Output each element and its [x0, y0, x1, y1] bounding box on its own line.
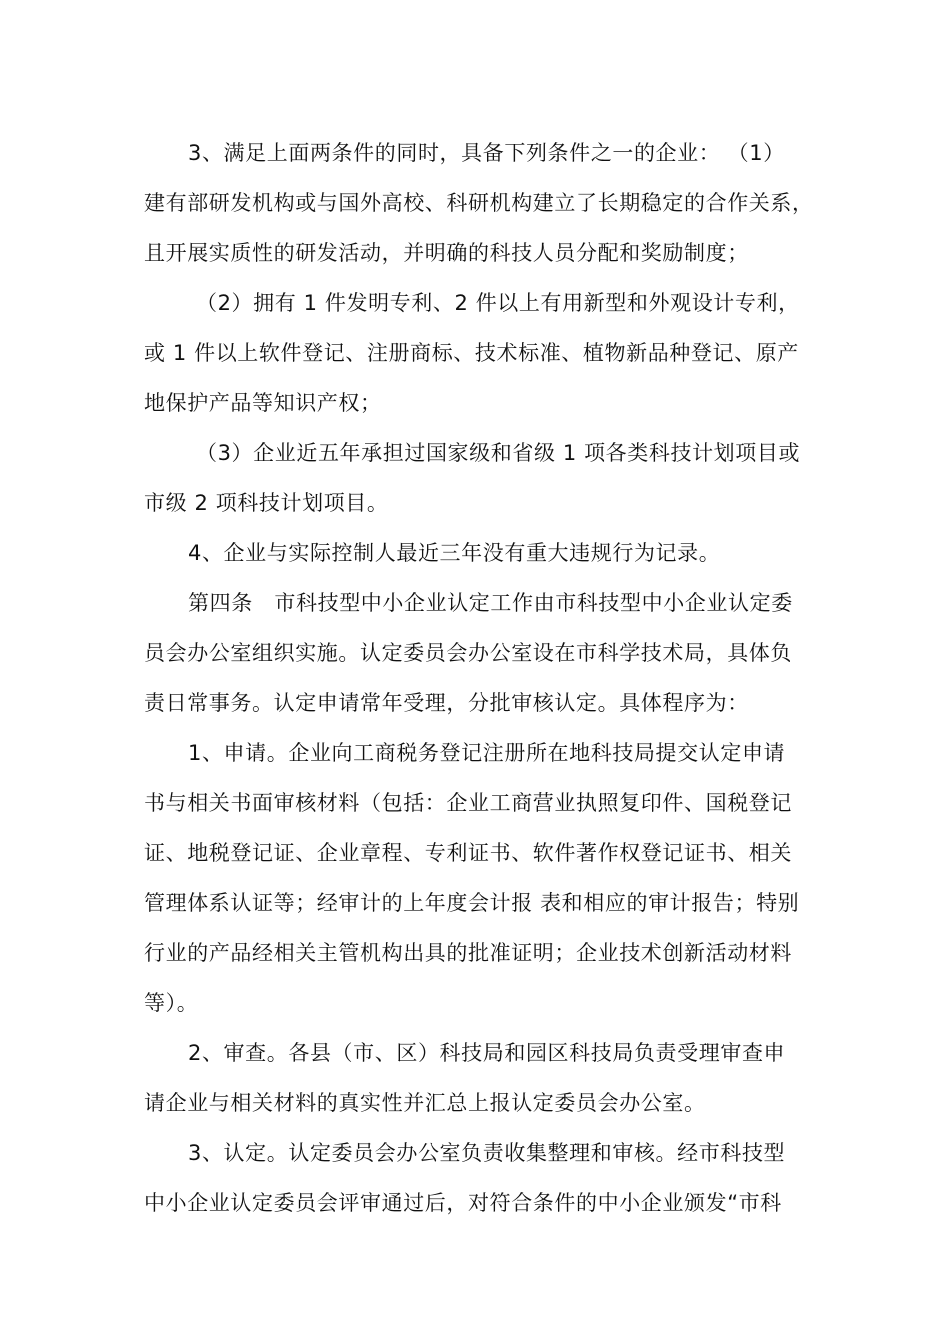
paragraph-line: 且开展实质性的研发活动，并明确的科技人员分配和奖励制度；	[144, 241, 749, 265]
paragraph-line: （2）拥有 1 件发明专利、2 件以上有用新型和外观设计专利，	[196, 291, 800, 315]
paragraph-line: 管理体系认证等；经审计的上年度会计报 表和相应的审计报告；特别	[144, 891, 800, 915]
paragraph-line: 请企业与相关材料的真实性并汇总上报认定委员会办公室。	[144, 1091, 706, 1115]
paragraph-line: 责日常事务。认定申请常年受理，分批审核认定。具体程序为：	[144, 691, 749, 715]
paragraph-line: 员会办公室组织实施。认定委员会办公室设在市科学技术局，具体负	[144, 641, 792, 665]
paragraph-line: 书与相关书面审核材料（包括：企业工商营业执照复印件、国税登记	[144, 791, 792, 815]
paragraph-line: 3、满足上面两条件的同时，具备下列条件之一的企业： （1）	[188, 141, 785, 165]
paragraph-line: 行业的产品经相关主管机构出具的批准证明；企业技术创新活动材料	[144, 941, 792, 965]
document-body	[144, 128, 828, 1228]
paragraph-line: 中小企业认定委员会评审通过后，对符合条件的中小企业颁发“市科	[144, 1191, 782, 1215]
paragraph-line: 4、企业与实际控制人最近三年没有重大违规行为记录。	[188, 541, 721, 565]
paragraph-line: 2、审查。各县（市、区）科技局和园区科技局负责受理审查申	[188, 1041, 786, 1065]
paragraph-line: 地保护产品等知识产权；	[144, 391, 382, 415]
paragraph-line: 3、认定。认定委员会办公室负责收集整理和审核。经市科技型	[188, 1141, 786, 1165]
paragraph-line: 或 1 件以上软件登记、注册商标、技术标准、植物新品种登记、原产	[144, 341, 799, 365]
paragraph-line: 第四条 市科技型中小企业认定工作由市科技型中小企业认定委	[188, 591, 793, 615]
paragraph-line: 证、地税登记证、企业章程、专利证书、软件著作权登记证书、相关	[144, 841, 792, 865]
paragraph-line: 市级 2 项科技计划项目。	[144, 491, 389, 515]
paragraph-line: 建有部研发机构或与国外高校、科研机构建立了长期稳定的合作关系，	[144, 191, 814, 215]
paragraph-line: 等）。	[144, 991, 199, 1015]
paragraph-line: 1、申请。企业向工商税务登记注册所在地科技局提交认定申请	[188, 741, 786, 765]
paragraph-line: （3）企业近五年承担过国家级和省级 1 项各类科技计划项目或	[196, 441, 801, 465]
